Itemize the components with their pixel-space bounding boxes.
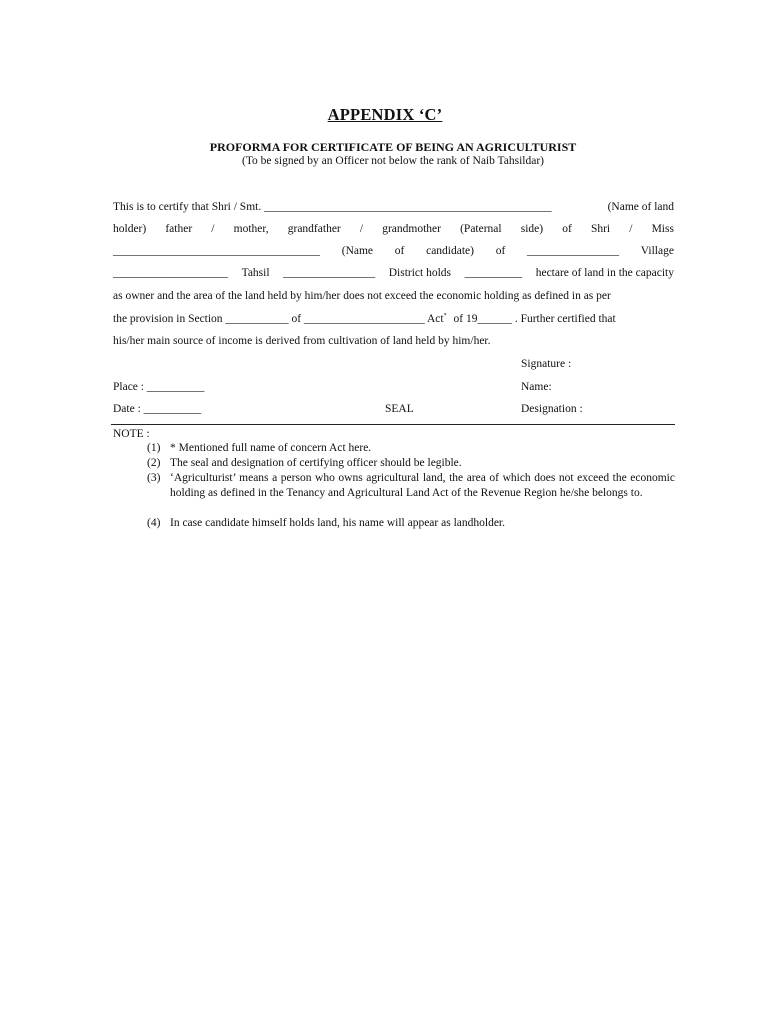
tahsil-blank: ________________ <box>283 267 376 279</box>
note-heading: NOTE : <box>113 428 150 440</box>
name-label: Name: <box>521 381 552 393</box>
proforma-heading: PROFORMA FOR CERTIFICATE OF BEING AN AGRICULTURIST <box>209 140 577 154</box>
word: of <box>394 245 405 257</box>
section-text: the provision in Section ___________ of _____________________ Act <box>113 313 444 325</box>
asterisk-mark: * <box>443 313 447 320</box>
word: Village <box>640 245 674 257</box>
word: / <box>211 223 215 235</box>
word: Miss <box>651 223 674 235</box>
certificate-line-1 <box>113 200 674 214</box>
word: / <box>359 223 364 235</box>
word: grandfather <box>287 223 341 235</box>
certificate-line-2 <box>113 222 674 236</box>
word: grandmother <box>382 223 441 235</box>
signature-label: Signature : <box>521 358 572 370</box>
note-item <box>147 441 675 456</box>
name-of-land-holder-label: (Name of land <box>607 201 674 213</box>
word: holder) <box>113 223 147 235</box>
section-divider <box>111 424 675 425</box>
note-item <box>147 471 675 516</box>
word: / <box>629 223 633 235</box>
note-number: (4) <box>147 517 161 529</box>
note-text: In case candidate himself holds land, his name will appear as landholder. <box>170 517 505 529</box>
word: (Name <box>341 245 374 257</box>
word: candidate) <box>426 245 474 257</box>
word: (Paternal <box>460 223 502 235</box>
date-field: Date : __________ <box>113 403 202 415</box>
certificate-line-3 <box>113 244 674 258</box>
place-field: Place : __________ <box>113 381 205 393</box>
year-text: of 19______ . Further certified that <box>450 313 616 325</box>
village-name-blank: ____________________ <box>113 267 228 279</box>
hectare-blank: __________ <box>464 267 523 279</box>
designation-label: Designation : <box>521 403 583 415</box>
seal-label: SEAL <box>385 403 414 415</box>
note-item <box>147 456 675 471</box>
word: of <box>562 223 572 235</box>
word: Tahsil <box>241 267 270 279</box>
word: mother, <box>233 223 269 235</box>
certificate-line-6 <box>113 312 674 326</box>
note-number: (2) <box>147 457 161 469</box>
note-number: (3) <box>147 472 161 484</box>
note-text: * Mentioned full name of concern Act here. <box>170 442 372 454</box>
word: side) <box>520 223 544 235</box>
certificate-line-5: as owner and the area of the land held by him/her does not exceed the economic holding as defined in as per <box>113 290 611 302</box>
note-number: (1) <box>147 442 161 454</box>
note-text: ‘Agriculturist’ means a person who owns agricultural land, the area of which does not exceed the economic holding as defined in the Tenancy and Agricultural Land Act of the Revenue Region he/she belongs to. <box>170 472 675 499</box>
word: Shri <box>590 223 611 235</box>
village-blank: ________________ <box>527 245 620 257</box>
word: hectare of land in the capacity <box>535 267 674 279</box>
word: father <box>165 223 193 235</box>
note-item <box>147 516 675 531</box>
word: District holds <box>388 267 452 279</box>
appendix-title: APPENDIX ‘C’ <box>327 105 443 124</box>
certificate-line-4 <box>113 266 674 280</box>
certify-text: This is to certify that Shri / Smt. __________________________________________________ <box>113 201 552 213</box>
note-text: The seal and designation of certifying officer should be legible. <box>170 457 462 469</box>
signing-instruction: (To be signed by an Officer not below the rank of Naib Tahsildar) <box>242 155 544 167</box>
word: of <box>495 245 506 257</box>
certificate-line-7: his/her main source of income is derived from cultivation of land held by him/her. <box>113 335 491 347</box>
candidate-name-blank: ____________________________________ <box>113 245 320 257</box>
